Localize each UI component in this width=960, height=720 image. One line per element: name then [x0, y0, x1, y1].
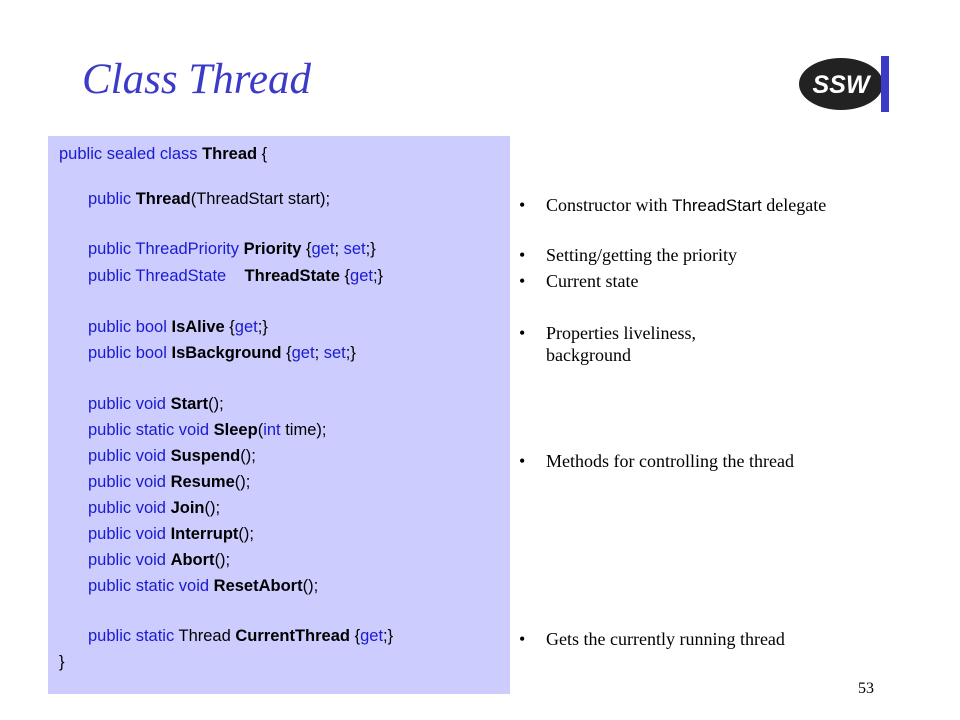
note-constructor-post: delegate	[761, 195, 827, 215]
code-token: ();	[234, 473, 251, 491]
code-line-isalive	[88, 319, 268, 336]
code-token: ;}	[257, 318, 268, 336]
code-token: (	[257, 421, 264, 439]
code-token: {	[339, 267, 351, 285]
code-token: public	[88, 190, 136, 208]
code-token: IsBackground	[171, 344, 282, 362]
code-token: get	[234, 318, 258, 336]
code-line-closing-brace	[59, 654, 65, 671]
code-token: Suspend	[170, 447, 241, 465]
code-token: public void	[88, 551, 171, 569]
ssw-logo-text: SSW	[812, 71, 870, 99]
code-token: {	[349, 627, 361, 645]
bullet: •	[519, 323, 526, 343]
code-token: public static void	[88, 577, 214, 595]
code-token: CurrentThread	[235, 627, 350, 645]
code-token: ;}	[345, 344, 356, 362]
code-token: public sealed class	[59, 145, 203, 163]
code-listing	[48, 136, 510, 694]
code-token: public void	[88, 473, 171, 491]
code-token: public void	[88, 499, 171, 517]
code-token: ();	[302, 577, 319, 595]
code-token: (ThreadStart start);	[190, 190, 331, 208]
note-methods	[519, 450, 794, 472]
code-line-threadstate	[88, 268, 383, 285]
code-line-priority	[88, 241, 376, 258]
code-token: public static	[88, 627, 179, 645]
code-token: ;}	[365, 240, 376, 258]
code-token: ();	[240, 447, 256, 465]
note-constructor-pre: Constructor with	[546, 195, 672, 215]
code-token: Resume	[170, 473, 235, 491]
code-token: public void	[88, 525, 171, 543]
code-token: int	[263, 421, 286, 439]
note-properties-line2: background	[546, 345, 631, 365]
code-token: Thread	[178, 627, 236, 645]
code-token: ResetAbort	[213, 577, 303, 595]
code-token: public bool	[88, 318, 172, 336]
note-properties-line1: Properties liveliness,	[546, 323, 696, 343]
code-line-constructor	[88, 191, 330, 208]
note-constructor-type: ThreadStart	[672, 196, 762, 215]
slide-title: Class Thread	[82, 56, 311, 103]
code-token: Interrupt	[170, 525, 239, 543]
note-state	[519, 270, 638, 292]
note-current	[519, 628, 785, 650]
code-token: IsAlive	[171, 318, 225, 336]
code-line-start	[88, 396, 224, 413]
code-line-sleep	[88, 422, 326, 439]
code-token: Thread	[202, 145, 258, 163]
code-token: Abort	[170, 551, 215, 569]
code-token: get	[350, 267, 373, 285]
code-token: Sleep	[213, 421, 258, 439]
code-token: set	[343, 240, 366, 258]
code-token: ;}	[383, 627, 394, 645]
code-token: public bool	[88, 344, 172, 362]
bullet: •	[519, 451, 526, 471]
bullet: •	[519, 271, 526, 291]
code-line-interrupt	[88, 526, 254, 543]
code-token: public void	[88, 395, 171, 413]
code-token: ;	[314, 344, 324, 362]
code-line-isbackground	[88, 345, 356, 362]
code-token: {	[224, 318, 235, 336]
code-token: ();	[208, 395, 224, 413]
bullet: •	[519, 195, 526, 215]
code-token: }	[59, 653, 65, 671]
bullet: •	[519, 245, 526, 265]
code-token: public void	[88, 447, 171, 465]
code-token: Priority	[243, 240, 302, 258]
code-token: {	[257, 145, 268, 163]
code-token: ();	[238, 525, 254, 543]
code-token: public static void	[88, 421, 214, 439]
code-token: Start	[170, 395, 209, 413]
code-line-resetabort	[88, 578, 318, 595]
code-token: ThreadState	[244, 267, 340, 285]
code-line-resume	[88, 474, 250, 491]
note-constructor-text	[546, 194, 826, 217]
code-token: ;	[334, 240, 344, 258]
note-priority-text: Setting/getting the priority	[546, 245, 737, 265]
bullet: •	[519, 629, 526, 649]
code-token: set	[323, 344, 346, 362]
code-token: ();	[204, 499, 221, 517]
ssw-logo	[797, 56, 889, 112]
code-token: get	[360, 627, 384, 645]
code-token: {	[301, 240, 312, 258]
code-token: ;}	[372, 267, 384, 285]
code-line-join	[88, 500, 220, 517]
code-line-currentthread	[88, 628, 393, 645]
note-current-text: Gets the currently running thread	[546, 629, 785, 649]
note-properties	[519, 322, 696, 366]
note-methods-text: Methods for controlling the thread	[546, 451, 794, 471]
code-token: {	[281, 344, 292, 362]
code-token: Join	[170, 499, 205, 517]
page-number: 53	[858, 680, 874, 697]
code-token: public ThreadState	[88, 267, 245, 285]
code-line-abort	[88, 552, 230, 569]
code-line-suspend	[88, 448, 256, 465]
code-token: get	[291, 344, 315, 362]
code-token: Thread	[135, 190, 191, 208]
note-state-text: Current state	[546, 271, 639, 291]
note-constructor	[519, 194, 826, 217]
code-token: ();	[214, 551, 231, 569]
code-token: get	[311, 240, 335, 258]
code-token: time);	[285, 421, 327, 439]
code-line-class-decl	[59, 146, 267, 163]
code-token: public ThreadPriority	[88, 240, 244, 258]
note-priority	[519, 244, 737, 266]
